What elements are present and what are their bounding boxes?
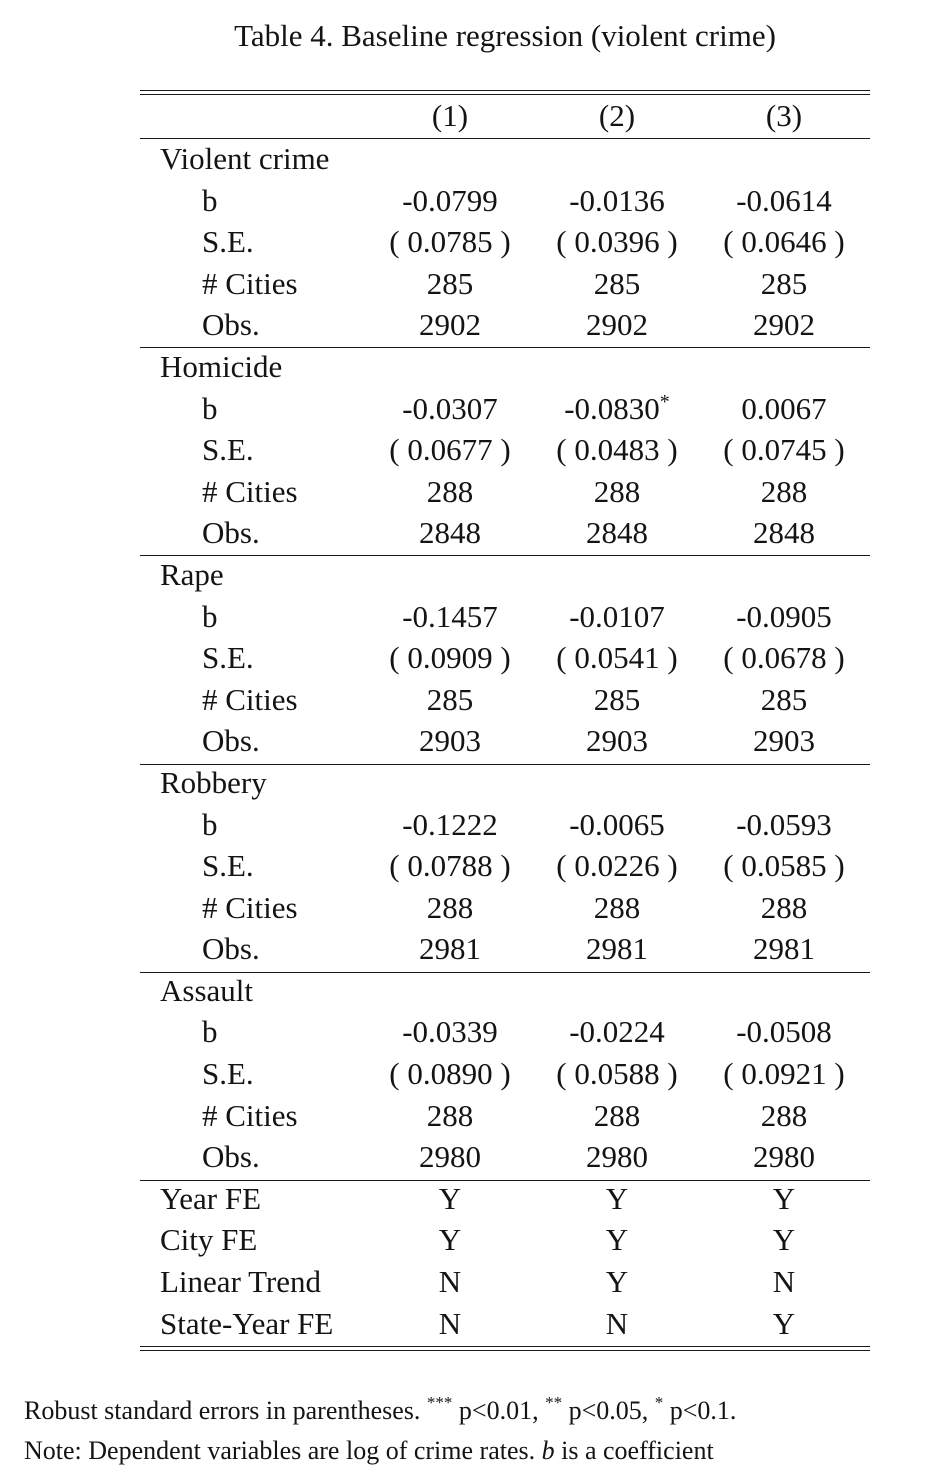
stat-row-se [140,637,870,679]
cell-value: 288 [593,473,641,509]
table-cell [700,804,868,846]
cell-value: 2980 [419,1139,481,1175]
cell-value: ( 0.0646 ) [723,224,845,260]
table-cell [366,1011,534,1053]
cell-value: ( 0.0483 ) [556,432,678,468]
stat-label: b [202,1014,218,1050]
table-cell: Y [772,1180,796,1216]
table-cell [366,637,534,679]
table-cell [700,221,868,263]
table-cell [533,596,701,638]
cell-value: -0.0224 [569,1014,665,1050]
bottom-rule-inner [140,1350,870,1351]
cell-value: ( 0.0541 ) [556,640,678,676]
cell-value: 288 [593,1097,641,1133]
cell-value: 288 [426,889,474,925]
group-row [140,970,870,1012]
cell-value: ( 0.0588 ) [556,1056,678,1092]
table-cell [533,845,701,887]
stat-label: S.E. [202,848,254,884]
regression-table [140,94,870,1344]
cell-value: -0.0799 [402,182,498,218]
table-cell [700,845,868,887]
group-rule [140,972,870,973]
stat-row-cities [140,263,870,305]
table-cell [700,1053,868,1095]
stat-row-se [140,221,870,263]
table-cell [700,1136,868,1178]
cell-value: 0.0067 [741,390,827,426]
table-cell [366,180,534,222]
stat-label: Obs. [202,931,260,967]
stat-row-se [140,1053,870,1095]
group-label: Violent crime [160,141,330,176]
cell-value: ( 0.0678 ) [723,640,845,676]
table-cell [533,1136,701,1178]
cell-value: 285 [593,265,641,301]
cell-value: 2902 [419,307,481,343]
table-cell [366,388,534,430]
table-cell [366,887,534,929]
fixed-effect-row [140,1219,870,1261]
table-cell [700,512,868,554]
table-cell [700,928,868,970]
stat-label: Obs. [202,515,260,551]
stat-label: b [202,598,218,634]
fixed-effect-label: City FE [160,1222,258,1258]
table-cell: Y [605,1264,629,1300]
group-label: Assault [160,972,253,1008]
significance-star: * [659,390,670,413]
table-cell [700,388,868,430]
table-cell [366,679,534,721]
table-cell: N [772,1264,796,1300]
stat-label: # Cities [202,265,298,301]
table-cell [700,304,868,346]
notes-line-dependent: Note: Dependent variables are log of crime rates. b is a coefficient [24,1436,714,1465]
table-cell [366,221,534,263]
cell-value: -0.0107 [569,598,665,634]
cell-value: 2903 [419,723,481,759]
stat-row-cities [140,1095,870,1137]
stat-row-b [140,596,870,638]
stat-row-b [140,1011,870,1053]
stat-label: # Cities [202,681,298,717]
group-label: Homicide [160,348,283,384]
cell-value: ( 0.0909 ) [389,640,511,676]
table-cell [366,429,534,471]
cell-value: 285 [593,681,641,717]
cell-value: 2902 [753,307,815,343]
table-cell [533,1095,701,1137]
cell-value: ( 0.0226 ) [556,848,678,884]
stat-row-obs [140,928,870,970]
cell-value: -0.0614 [736,182,832,218]
table-cell [533,180,701,222]
table-cell [533,637,701,679]
table-cell: N [438,1305,462,1341]
cell-value: 2848 [586,515,648,551]
table-cell [366,928,534,970]
table-cell [533,221,701,263]
cell-value: 2848 [753,515,815,551]
table-cell [366,1136,534,1178]
table-cell [700,1011,868,1053]
cell-value: -0.0830 [564,390,660,426]
fixed-effect-row [140,1303,870,1345]
table-cell [366,304,534,346]
group-rule [140,347,870,348]
table-cell [533,471,701,513]
cell-value: 2981 [419,931,481,967]
table-cell [366,845,534,887]
cell-value: ( 0.0745 ) [723,432,845,468]
fixed-effect-row [140,1178,870,1220]
table-cell: Y [772,1222,796,1258]
stat-row-obs [140,512,870,554]
stat-label: # Cities [202,1097,298,1133]
table-cell [533,429,701,471]
group-row [140,554,870,596]
table-cell [366,804,534,846]
stat-label: # Cities [202,473,298,509]
stat-row-obs [140,304,870,346]
cell-value: 2981 [586,931,648,967]
cell-value: ( 0.0785 ) [389,224,511,260]
fixed-effects-rule [140,1180,870,1181]
cell-value: 288 [426,473,474,509]
cell-value: 285 [760,681,808,717]
table-cell: Y [605,1180,629,1216]
group-rule [140,764,870,765]
table-cell [533,720,701,762]
table-cell [533,1011,701,1053]
table-cell [700,679,868,721]
cell-value: 2902 [586,307,648,343]
table-cell [533,1053,701,1095]
stat-label: S.E. [202,432,254,468]
table-cell: Y [772,1305,796,1341]
table-cell [533,887,701,929]
stat-row-b [140,180,870,222]
cell-value: -0.0065 [569,806,665,842]
cell-value: -0.0905 [736,598,832,634]
group-row [140,346,870,388]
cell-value: ( 0.0788 ) [389,848,511,884]
notes-line-significance: Robust standard errors in parentheses. *** p<0.01, ** p<0.05, * p<0.1. [24,1393,737,1425]
column-header-row [140,94,870,138]
fixed-effect-label: Year FE [160,1180,262,1216]
cell-value: 288 [593,889,641,925]
cell-value: -0.0339 [402,1014,498,1050]
stat-label: Obs. [202,307,260,343]
stat-label: # Cities [202,889,298,925]
fixed-effect-label: Linear Trend [160,1264,322,1300]
table-cell [700,429,868,471]
table-cell [700,180,868,222]
bottom-rule [140,1346,870,1347]
column-header: (2) [598,98,636,133]
stat-row-b [140,388,870,430]
stat-label: S.E. [202,1056,254,1092]
fixed-effect-label: State-Year FE [160,1305,334,1341]
table-cell [700,263,868,305]
cell-value: ( 0.0890 ) [389,1056,511,1092]
cell-value: -0.1457 [402,598,498,634]
cell-value: -0.0307 [402,390,498,426]
table-cell: N [438,1264,462,1300]
header-rule [140,138,870,139]
group-row [140,762,870,804]
cell-value: 285 [426,265,474,301]
cell-value: -0.0508 [736,1014,832,1050]
stat-label: Obs. [202,1139,260,1175]
table-notes [24,1391,736,1471]
fixed-effect-row [140,1261,870,1303]
cell-value: ( 0.0921 ) [723,1056,845,1092]
cell-value: 288 [760,473,808,509]
column-header: (1) [431,98,469,133]
top-rule [140,90,870,91]
group-label: Rape [160,556,224,592]
stat-row-obs [140,720,870,762]
stat-label: S.E. [202,224,254,260]
column-header: (3) [765,98,803,133]
group-label: Robbery [160,764,267,800]
stat-row-cities [140,887,870,929]
stat-label: b [202,390,218,426]
table-cell: Y [605,1222,629,1258]
cell-value: 2980 [753,1139,815,1175]
cell-value: ( 0.0585 ) [723,848,845,884]
cell-value: -0.0136 [569,182,665,218]
table-cell [366,1053,534,1095]
cell-value: ( 0.0677 ) [389,432,511,468]
cell-value: 2903 [586,723,648,759]
table-cell [533,804,701,846]
table-title: Table 4. Baseline regression (violent crime) [234,18,776,53]
cell-value: 288 [426,1097,474,1133]
cell-value: 2980 [586,1139,648,1175]
table-cell [700,596,868,638]
cell-value: ( 0.0396 ) [556,224,678,260]
table-cell: Y [438,1180,462,1216]
table-cell: N [605,1305,629,1341]
cell-value: -0.1222 [402,806,498,842]
stat-row-se [140,845,870,887]
cell-value: -0.0593 [736,806,832,842]
cell-value: 285 [760,265,808,301]
table-cell [533,304,701,346]
group-rule [140,555,870,556]
stat-row-obs [140,1136,870,1178]
table-cell [366,596,534,638]
stat-label: b [202,806,218,842]
stat-row-se [140,429,870,471]
table-cell [366,263,534,305]
group-row [140,138,870,180]
stat-row-cities [140,471,870,513]
stat-label: Obs. [202,723,260,759]
cell-value: 2981 [753,931,815,967]
table-cell: Y [438,1222,462,1258]
table-cell [366,720,534,762]
table-cell [700,720,868,762]
table-cell [366,471,534,513]
table-cell [533,388,701,430]
cell-value: 288 [760,1097,808,1133]
table-cell [366,1095,534,1137]
cell-value: 285 [426,681,474,717]
table-cell [700,471,868,513]
table-cell [366,512,534,554]
stat-label: S.E. [202,640,254,676]
table-cell [533,679,701,721]
table-cell [533,928,701,970]
cell-value: 288 [760,889,808,925]
table-cell [533,512,701,554]
cell-value: 2903 [753,723,815,759]
stat-row-b [140,804,870,846]
table-cell [700,637,868,679]
stat-row-cities [140,679,870,721]
table-cell [700,1095,868,1137]
table-cell [533,263,701,305]
stat-label: b [202,182,218,218]
cell-value: 2848 [419,515,481,551]
table-cell [700,887,868,929]
